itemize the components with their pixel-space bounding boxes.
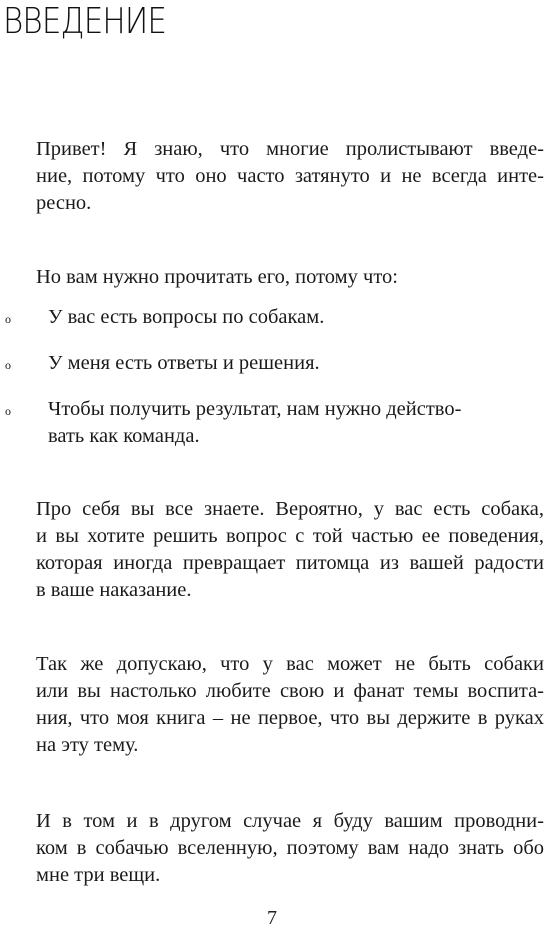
chapter-title: ВВЕДЕНИЕ bbox=[3, 1, 167, 42]
paragraph-line: которая иногда превращает питомца из вашей радости bbox=[36, 552, 544, 574]
paragraph-line: И в том и в другом случае я буду вашим проводни- bbox=[36, 810, 544, 832]
list-item-text: У меня есть ответы и решения. bbox=[48, 352, 320, 374]
paragraph-line: Про себя вы все знаете. Вероятно, у вас есть собака, bbox=[36, 498, 544, 520]
list-item bbox=[0, 304, 544, 331]
paragraph-line: ния, что моя книга – не первое, что вы держите в руках bbox=[36, 707, 544, 729]
paragraph-line: ком в собачью вселенную, поэтому вам надо знать обо bbox=[36, 837, 544, 859]
paragraph-line: и вы хотите решить вопрос с той частью ее поведения, bbox=[36, 525, 544, 547]
paragraph-intro bbox=[0, 136, 544, 217]
paragraph-line: ресно. bbox=[36, 192, 92, 214]
paragraph-line: ние, потому что оно часто затянуто и не всегда инте- bbox=[36, 165, 544, 187]
paragraph-line: на эту тему. bbox=[36, 734, 139, 756]
list-item-text: У вас есть вопросы по собакам. bbox=[48, 306, 325, 328]
paragraph-line: Но вам нужно прочитать его, потому что: bbox=[36, 266, 398, 288]
circle-bullet-icon: o bbox=[5, 358, 11, 372]
paragraph-line: Так же допускаю, что у вас может не быть собаки bbox=[36, 653, 544, 675]
paragraph-lead-in bbox=[0, 264, 544, 291]
paragraph-line: или вы настолько любите свою и фанат темы воспита- bbox=[36, 680, 544, 702]
list-item-text: Чтобы получить результат, нам нужно действо- bbox=[48, 398, 462, 420]
page-number: 7 bbox=[267, 907, 277, 929]
paragraph-about-reader bbox=[0, 496, 544, 604]
list-item-text: вать как команда. bbox=[48, 425, 200, 447]
paragraph-line: в ваше наказание. bbox=[36, 579, 192, 601]
paragraph-guide bbox=[0, 808, 544, 889]
paragraph-line: мне три вещи. bbox=[36, 864, 161, 886]
circle-bullet-icon: o bbox=[5, 312, 11, 326]
paragraph-line: Привет! Я знаю, что многие пролистывают введе- bbox=[36, 138, 544, 160]
paragraph-no-dog bbox=[0, 651, 544, 759]
list-item bbox=[0, 396, 544, 450]
circle-bullet-icon: o bbox=[5, 404, 11, 418]
list-item bbox=[0, 350, 544, 377]
